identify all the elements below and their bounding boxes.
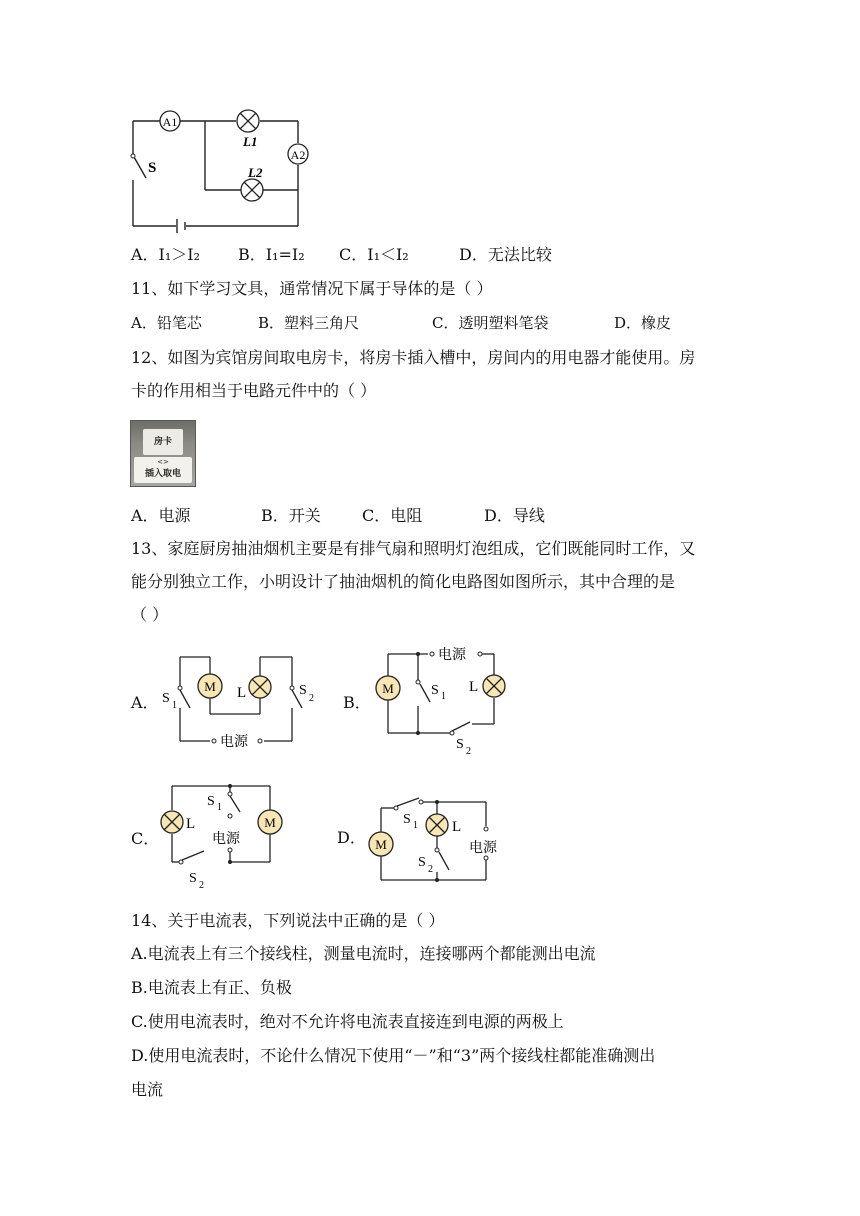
lamp-l2-label: L2 bbox=[248, 165, 263, 180]
switch1-label: S bbox=[162, 691, 170, 706]
switch-s-label: S bbox=[148, 160, 157, 176]
lamp-l1-label: L1 bbox=[243, 134, 258, 149]
q10-circuit-diagram bbox=[120, 100, 320, 235]
switch2-sub: 2 bbox=[428, 864, 433, 875]
lamp-label: L bbox=[186, 816, 196, 832]
q13-label-d: D． bbox=[337, 828, 366, 847]
switch1-label: S bbox=[403, 812, 411, 827]
q12-stem-line1: 12、如图为宾馆房间取电房卡，将房卡插入槽中，房间内的用电器才能使用。房 bbox=[131, 348, 696, 367]
ammeter-a1-label: A1 bbox=[162, 115, 178, 129]
q12-option-a: A．电源 bbox=[131, 506, 191, 525]
lamp-icon bbox=[249, 676, 271, 698]
lamp-icon bbox=[161, 811, 183, 833]
q13-label-a: A． bbox=[131, 693, 159, 712]
q13-circuit-d bbox=[362, 790, 512, 890]
q14-option-a: A.电流表上有三个接线柱，测量电流时，连接哪两个都能测出电流 bbox=[131, 944, 596, 963]
q10-option-b: B．I₁=I₂ bbox=[238, 245, 305, 264]
switch1-sub: 1 bbox=[172, 700, 177, 711]
q11-option-c: C．透明塑料笔袋 bbox=[432, 314, 549, 332]
source-label: 电源 bbox=[220, 735, 248, 750]
switch1-sub: 1 bbox=[441, 691, 446, 702]
switch2-sub: 2 bbox=[199, 880, 204, 890]
q10-option-a: A．I₁＞I₂ bbox=[131, 245, 201, 264]
q11-option-b: B．塑料三角尺 bbox=[258, 314, 360, 332]
motor-label: M bbox=[264, 815, 276, 830]
source-label: 电源 bbox=[469, 841, 497, 856]
switch1-label: S bbox=[431, 683, 439, 698]
q13-label-b: B． bbox=[343, 693, 371, 712]
q13-circuit-c bbox=[155, 775, 305, 890]
q14-option-d-line2: 电流 bbox=[131, 1080, 164, 1099]
q11-option-a: A．铅笔芯 bbox=[131, 314, 202, 332]
switch2-label: S bbox=[456, 737, 464, 752]
lamp-label: L bbox=[452, 819, 462, 835]
motor-label: M bbox=[382, 681, 394, 696]
switch1-label: S bbox=[207, 794, 215, 809]
switch1-sub: 1 bbox=[413, 820, 418, 831]
lamp-l1-icon bbox=[237, 110, 259, 132]
lamp-l2-icon bbox=[241, 179, 263, 201]
q13-stem-line1: 13、家庭厨房抽油烟机主要是有排气扇和照明灯泡组成，它们既能同时工作，又 bbox=[131, 539, 696, 558]
switch2-sub: 2 bbox=[466, 746, 471, 757]
slot-arrow: <> bbox=[157, 458, 169, 466]
q10-option-d: D．无法比较 bbox=[459, 245, 552, 264]
lamp-icon bbox=[426, 814, 448, 836]
room-card-label: 房卡 bbox=[143, 429, 183, 455]
switch2-label: S bbox=[418, 855, 426, 870]
source-label: 电源 bbox=[212, 832, 240, 847]
q10-option-c: C．I₁＜I₂ bbox=[339, 245, 409, 264]
motor-label: M bbox=[204, 679, 216, 694]
switch2-label: S bbox=[299, 683, 307, 698]
switch2-sub: 2 bbox=[309, 693, 314, 704]
q12-option-d: D．导线 bbox=[484, 506, 545, 525]
q13-circuit-b bbox=[370, 640, 520, 760]
lamp-label: L bbox=[469, 679, 479, 695]
q13-label-c: C． bbox=[131, 829, 160, 848]
q12-option-b: B．开关 bbox=[261, 506, 321, 525]
ammeter-a2-label: A2 bbox=[290, 148, 306, 162]
q13-stem-line3: （ ） bbox=[131, 605, 169, 624]
q14-option-c: C.使用电流表时，绝对不允许将电流表直接连到电源的两极上 bbox=[131, 1012, 564, 1031]
q11-option-d: D．橡皮 bbox=[614, 314, 672, 332]
q14-option-d-line1: D.使用电流表时，不论什么情况下使用“－”和“3”两个接线柱都能准确测出 bbox=[131, 1046, 656, 1065]
lamp-label: L bbox=[237, 685, 247, 701]
lamp-icon bbox=[483, 675, 505, 697]
room-card-photo bbox=[130, 420, 196, 487]
q11-stem: 11、如下学习文具，通常情况下属于导体的是（ ） bbox=[131, 279, 493, 298]
q14-option-b: B.电流表上有正、负极 bbox=[131, 978, 292, 997]
slot-label: 插入取电 bbox=[144, 469, 181, 479]
switch2-label: S bbox=[189, 871, 197, 886]
q13-stem-line2: 能分别独立工作，小明设计了抽油烟机的简化电路图如图所示，其中合理的是 bbox=[131, 572, 676, 591]
switch1-sub: 1 bbox=[217, 802, 222, 813]
q12-stem-line2: 卡的作用相当于电路元件中的（ ） bbox=[131, 381, 377, 400]
q13-circuit-a bbox=[155, 645, 315, 755]
motor-label: M bbox=[375, 837, 387, 852]
q12-option-c: C．电阻 bbox=[362, 506, 423, 525]
source-label: 电源 bbox=[438, 648, 466, 663]
q14-stem: 14、关于电流表，下列说法中正确的是（ ） bbox=[131, 911, 445, 930]
card-slot bbox=[134, 457, 192, 483]
